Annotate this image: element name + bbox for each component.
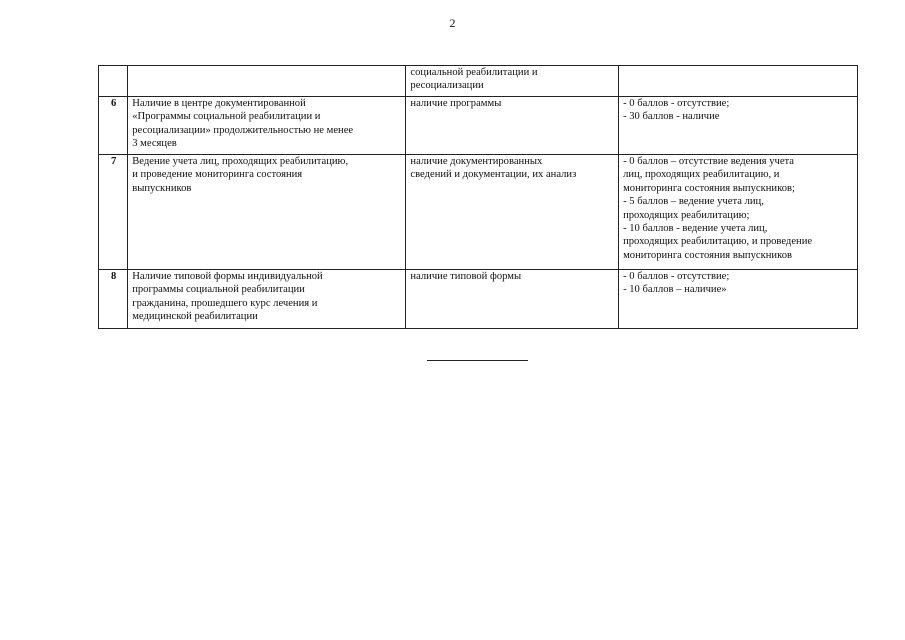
criterion-text-line: выпускников <box>132 182 192 194</box>
criterion-text-line: Наличие в центре документированной <box>132 98 306 109</box>
points-cell <box>619 270 858 329</box>
row-number-cell: 8 <box>99 270 128 329</box>
points-cell <box>619 155 858 270</box>
indicator-text-line: наличие программы <box>410 98 502 109</box>
criteria-table <box>98 65 858 329</box>
points-cell <box>619 97 858 155</box>
criterion-cell <box>128 155 406 270</box>
criterion-text-line: «Программы социальной реабилитации и <box>132 111 321 123</box>
indicator-text-line: наличие типовой формы <box>410 271 522 282</box>
points-text-line: - 0 баллов - отсутствие; <box>623 98 730 109</box>
criterion-cell <box>128 97 406 155</box>
row-number-cell: 7 <box>99 155 128 270</box>
page-number: 2 <box>449 16 456 30</box>
points-text-line: проходящих реабилитацию; <box>623 209 750 221</box>
criterion-text-line: 3 месяцев <box>132 138 177 150</box>
table-row <box>99 155 858 270</box>
points-text-line: лиц, проходящих реабилитацию, и <box>623 169 780 181</box>
criterion-cell <box>128 270 406 329</box>
points-text-line: - 30 баллов - наличие <box>623 111 720 123</box>
criterion-text-line: программы социальной реабилитации <box>132 284 305 296</box>
indicator-text-line: ресоциализации <box>410 80 484 92</box>
points-cell <box>619 66 858 97</box>
table-row <box>99 66 858 97</box>
indicator-text-line: сведений и документации, их анализ <box>410 169 577 181</box>
points-text-line: - 5 баллов – ведение учета лиц, <box>623 196 764 208</box>
criterion-text-line: ресоциализации» продолжительностью не менее <box>132 124 354 136</box>
criterion-text-line: Ведение учета лиц, проходящих реабилитацию, <box>132 156 349 167</box>
indicator-text-line: наличие документированных <box>410 156 543 167</box>
points-text-line: - 10 баллов - ведение учета лиц, <box>623 223 768 235</box>
points-text-line: - 0 баллов – отсутствие ведения учета <box>623 156 794 167</box>
criterion-text-line: и проведение мониторинга состояния <box>132 169 303 181</box>
end-of-document-rule <box>427 360 528 361</box>
criterion-text-line: Наличие типовой формы индивидуальной <box>132 271 323 282</box>
criterion-text-line: гражданина, прошедшего курс лечения и <box>132 297 318 309</box>
criterion-text-line: медицинской реабилитации <box>132 311 258 323</box>
indicator-cell <box>406 270 619 329</box>
criterion-cell <box>128 66 406 97</box>
points-text-line: мониторинга состояния выпускников; <box>623 182 795 194</box>
table-row <box>99 97 858 155</box>
indicator-cell <box>406 97 619 155</box>
points-text-line: - 0 баллов - отсутствие; <box>623 271 730 282</box>
points-text-line: проходящих реабилитацию, и проведение <box>623 236 813 248</box>
row-number-cell: 6 <box>99 97 128 155</box>
indicator-cell <box>406 66 619 97</box>
table-row <box>99 270 858 329</box>
indicator-cell <box>406 155 619 270</box>
points-text-line: мониторинга состояния выпускников <box>623 249 792 261</box>
row-number-cell <box>99 66 128 97</box>
points-text-line: - 10 баллов – наличие» <box>623 284 727 296</box>
indicator-text-line: социальной реабилитации и <box>410 67 538 78</box>
